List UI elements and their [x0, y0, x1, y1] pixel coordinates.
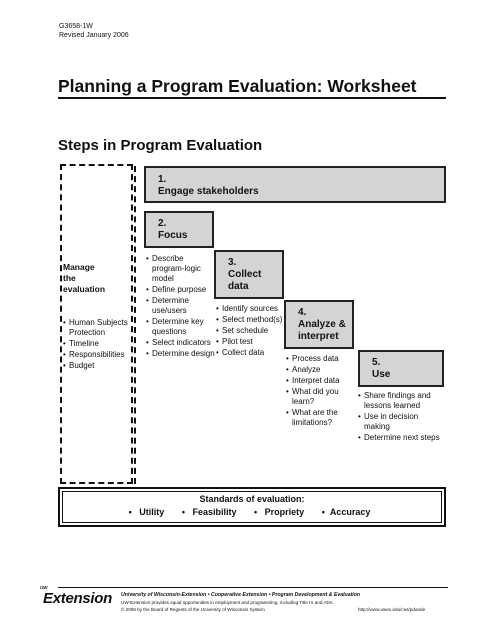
list-item: • Select indicators	[146, 338, 216, 348]
list-item: • Interpret data	[286, 376, 360, 386]
step-collect-data: 3. Collect data	[214, 250, 284, 299]
list-item: • Determine key questions	[146, 317, 216, 337]
list-item: • What are the limitations?	[286, 408, 360, 428]
step-focus: 2. Focus	[144, 211, 214, 248]
list-item: • Responsibilities	[63, 350, 135, 360]
list-item: • Budget	[63, 361, 135, 371]
step-engage-stakeholders: 1. Engage stakeholders	[144, 166, 446, 203]
footer-org-line: University of Wisconsin-Extension • Cooperative Extension • Program Development & Evaluation	[121, 592, 361, 598]
list-item: • Determine next steps	[358, 433, 446, 443]
list-item: • Identify sources	[216, 304, 286, 314]
list-item: • Pilot test	[216, 337, 286, 347]
collect-data-list	[216, 304, 286, 359]
standards-list	[62, 507, 442, 517]
document-code	[59, 22, 129, 40]
list-item: • Timeline	[63, 339, 135, 349]
manage-evaluation-list	[63, 318, 135, 372]
footer-copyright: © 2006 by the Board of Regents of the University of Wisconsin System	[121, 607, 265, 612]
list-item: • Share findings and lessons learned	[358, 391, 446, 411]
form-number: G3658-1W	[59, 23, 93, 30]
list-item: • Feasibility	[181, 507, 237, 517]
extension-logo: Extension	[43, 590, 112, 607]
list-item: • Analyze	[286, 365, 360, 375]
footer-eeo-line: UW-Extension provides equal opportunities in employment and programming, including Title IX and ADA.	[121, 600, 335, 605]
list-item: • Utility	[128, 507, 165, 517]
step-analyze-interpret: 4. Analyze & interpret	[284, 300, 354, 349]
list-item: • Human Subjects Protection	[63, 318, 135, 338]
use-list	[358, 391, 446, 444]
list-item: • Set schedule	[216, 326, 286, 336]
list-item: • Collect data	[216, 348, 286, 358]
list-item: • Propriety	[254, 507, 305, 517]
footer-url[interactable]: http://www.uwex.edu/ces/pdande	[358, 607, 426, 612]
analyze-list	[286, 354, 360, 429]
footer-rule	[58, 587, 448, 588]
section-title: Steps in Program Evaluation	[58, 137, 263, 154]
page-title: Planning a Program Evaluation: Worksheet	[58, 76, 417, 96]
list-item: • What did you learn?	[286, 387, 360, 407]
step-use: 5. Use	[358, 350, 444, 387]
list-item: • Define purpose	[146, 285, 216, 295]
standards-title: Standards of evaluation:	[199, 494, 305, 504]
focus-list	[146, 254, 216, 360]
title-rule	[58, 97, 446, 99]
list-item: • Accuracy	[321, 507, 371, 517]
list-item: • Select method(s)	[216, 315, 286, 325]
manage-evaluation-title: Manage the evaluation	[63, 262, 106, 294]
list-item: • Determine design	[146, 349, 216, 359]
list-item: • Describe program-logic model	[146, 254, 216, 284]
list-item: • Process data	[286, 354, 360, 364]
logo-uw: UW	[40, 585, 48, 590]
revision-date: Revised January 2006	[59, 32, 129, 39]
list-item: • Use in decision making	[358, 412, 446, 432]
list-item: • Determine use/users	[146, 296, 216, 316]
